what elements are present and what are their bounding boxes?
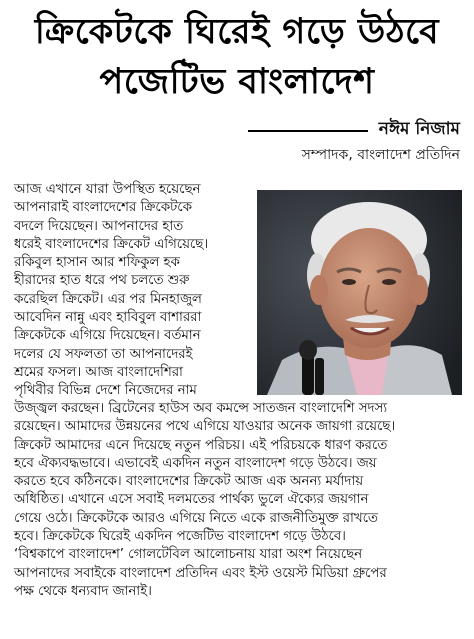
- article-column-text: [14, 181, 250, 401]
- text-line: গেয়ে ওঠে। ক্রিকেটকে আরও এগিয়ে নিতে একে রাজনীতিমুক্ত রাখতে: [14, 510, 378, 526]
- text-line: বদলে দিয়েছেন। আপনাদের হাত: [14, 218, 184, 234]
- text-line: করতে হবে কঠিনকে। বাংলাদেশের ক্রিকেট আজ এক অনন্য মর্যাদায়: [14, 474, 364, 490]
- text-line: পৃথিবীর বিভিন্ন দেশে নিজেদের নাম: [14, 383, 197, 399]
- author-photo: [257, 190, 462, 395]
- article-full-width-text: [14, 400, 464, 601]
- headline-line-1: ক্রিকেটকে ঘিরেই গড়ে উঠবে: [34, 12, 440, 52]
- text-line: হীরাদের হাত ধরে পথ চলতে শুরু: [14, 273, 190, 289]
- text-line: শ্রমের ফসল। আজ বাংলাদেশিরা: [14, 364, 183, 380]
- text-line: ক্রিকেট আমাদের এনে দিয়েছে নতুন পরিচয়। এই পরিচয়কে ধারণ করতে: [14, 437, 388, 453]
- text-line: পক্ষ থেকে ধন্যবাদ জানাই।: [14, 583, 152, 599]
- text-line: করেছিল ক্রিকেট। এর পর মিনহাজুল: [14, 291, 202, 307]
- text-line: আপনাদের সবাইকে বাংলাদেশ প্রতিদিন এবং ইস্ট ওয়েস্ট মিডিয়া গ্রুপের: [14, 565, 387, 581]
- text-line: ক্রিকেটকে এগিয়ে দিয়েছেন। বর্তমান: [14, 328, 201, 344]
- text-line: দলের যে সফলতা তা আপনাদেরই: [14, 346, 193, 362]
- text-line: আপনারাই বাংলাদেশের ক্রিকেটকে: [14, 200, 192, 216]
- text-line: ‘বিশ্বকাপে বাংলাদেশ’ গোলটেবিল আলোচনায় যারা অংশ নিয়েছেন: [14, 547, 363, 563]
- text-line: ধরেই বাংলাদেশের ক্রিকেট এগিয়েছে।: [14, 236, 209, 252]
- headline-line-2: পজেটিভ বাংলাদেশ: [99, 62, 375, 102]
- text-line: হবে। ক্রিকেটকে ঘিরেই একদিন পজেটিভ বাংলাদেশ গড়ে উঠবে।: [14, 529, 346, 545]
- text-line: রকিবুল হাসান আর শফিকুল হক: [14, 255, 180, 271]
- author-role: সম্পাদক, বাংলাদেশ প্রতিদিন: [301, 147, 460, 163]
- author-name: নঈম নিজাম: [378, 119, 460, 139]
- text-line: আবেদিন নান্নু এবং হাবিবুল বাশাররা: [14, 310, 202, 326]
- text-line: উজ্জ্বল করছেন। ব্রিটেনের হাউস অব কমন্সে সাতজন বাংলাদেশি সদস্য: [14, 401, 388, 416]
- portrait-photo: [257, 190, 462, 395]
- text-line: অধিষ্ঠিত। এখানে এসে সবাই দলমতের পার্থক্য ভুলে ঐক্যের জয়গান: [14, 492, 369, 508]
- text-line: আজ এখানে যারা উপস্থিত হয়েছেন: [14, 182, 201, 197]
- text-line: রয়েছেন। আমাদের উন্নয়নের পথে এগিয়ে যাওয়ার অনেক জায়গা রয়েছে।: [14, 419, 396, 435]
- text-line: হবে ঐক্যবদ্ধভাবে। এভাবেই একদিন নতুন বাংলাদেশ গড়ে উঠবে। জয়: [14, 455, 377, 471]
- byline-rule: [248, 130, 368, 132]
